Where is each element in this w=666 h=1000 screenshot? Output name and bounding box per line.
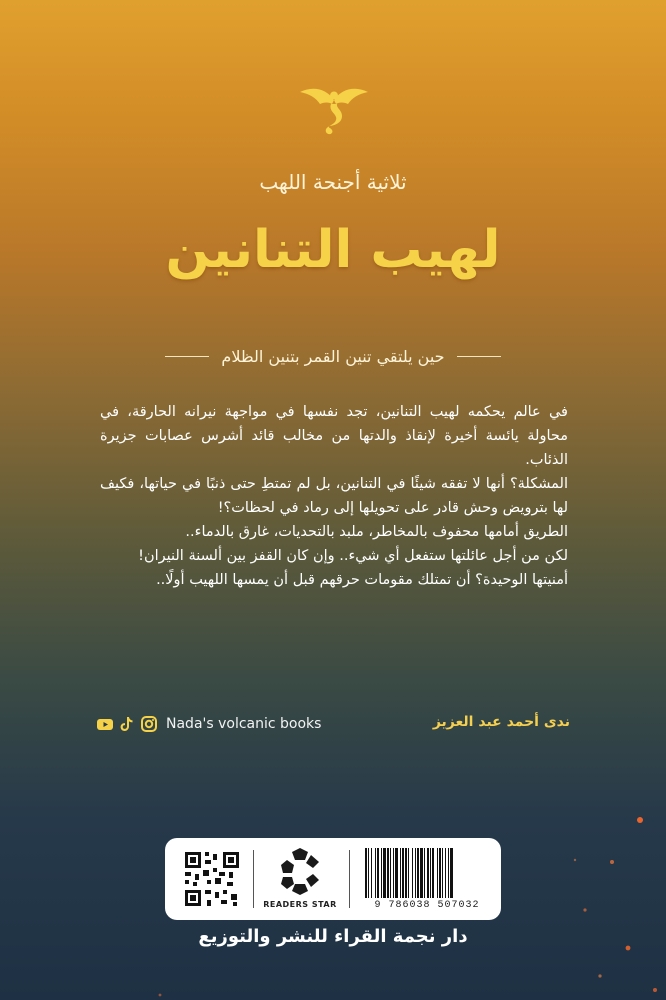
barcode-bar [437, 848, 438, 898]
barcode-bar [412, 848, 413, 898]
tagline: حين يلتقي تنين القمر بتنين الظلام [221, 346, 445, 366]
panel-divider [253, 850, 254, 908]
barcode-bar [432, 848, 434, 898]
barcode-bar [420, 848, 423, 898]
barcode-bar [377, 848, 379, 898]
publisher-logo-text: READERS STAR [263, 900, 337, 909]
barcode-bar [387, 848, 389, 898]
barcode-bar [417, 848, 419, 898]
barcode-bar [400, 848, 401, 898]
barcode-bar [415, 848, 416, 898]
dragon-icon [298, 82, 370, 138]
barcode-bar [402, 848, 404, 898]
barcode-bar [390, 848, 391, 898]
blurb-paragraph: المشكلة؟ أنها لا تفقه شيئًا في التنانين، بل لم تمتطِ حتى ذنبًا في حياتها، فكيف لها بترويض وحش قادر على تحويلها إلى رماد في لحظات؟! [100, 476, 568, 516]
signature-row [96, 712, 570, 736]
barcode-bar [383, 848, 386, 898]
blurb-paragraph: أمنيتها الوحيدة؟ أن تمتلك مقومات حرقهم قبل أن يمسها اللهيب أولًا.. [156, 572, 568, 588]
barcode-bar [445, 848, 446, 898]
barcode-bar [439, 848, 441, 898]
book-title: لهيب التنانين [165, 220, 501, 280]
tiktok-icon [118, 715, 136, 733]
barcode-bar [442, 848, 443, 898]
tagline-row [0, 344, 666, 368]
tagline-rule-left [165, 356, 209, 357]
barcode-bar [408, 848, 409, 898]
barcode-panel [165, 838, 501, 920]
barcode-bar [448, 848, 449, 898]
barcode-bar [427, 848, 429, 898]
barcode-bar [368, 848, 369, 898]
barcode-bar [430, 848, 431, 898]
qr-code [183, 850, 241, 908]
barcode-bar [424, 848, 425, 898]
isbn-barcode [363, 848, 491, 898]
panel-divider [349, 850, 350, 908]
social-handle [96, 712, 321, 736]
barcode-bar [371, 848, 372, 898]
barcode-bar [381, 848, 382, 898]
readers-star-logo [277, 846, 323, 896]
handle-text: Nada's volcanic books [166, 716, 322, 732]
barcode-bar [395, 848, 398, 898]
tagline-rule-right [457, 356, 501, 357]
series-title: ثلاثية أجنحة اللهب [259, 170, 407, 194]
barcode-bar [450, 848, 453, 898]
blurb-paragraph: الطريق أمامها محفوف بالمخاطر، ملبد بالتحديات، غارق بالدماء.. [185, 524, 568, 540]
barcode-bar [375, 848, 376, 898]
youtube-icon [96, 715, 114, 733]
publisher-name: دار نجمة القراء للنشر والتوزيع [198, 926, 468, 947]
blurb [100, 400, 568, 592]
blurb-paragraph: في عالم يحكمه لهيب التنانين، تجد نفسها في مواجهة نيرانه الحارقة، في محاولة يائسة أخيرة لإنقاذ والدتها من مخالب قائد أشرس عصابات جزيرة الذئاب. [100, 404, 568, 468]
instagram-icon [140, 715, 158, 733]
barcode-bar [405, 848, 407, 898]
blurb-paragraph: لكن من أجل عائلتها ستفعل أي شيء.. وإن كان القفز بين ألسنة النيران! [138, 548, 568, 564]
isbn-number: 9 786038 507032 [374, 900, 480, 911]
author-name: ندى أحمد عبد العزيز [432, 714, 570, 730]
barcode-bar [393, 848, 394, 898]
barcode-bar [365, 848, 367, 898]
